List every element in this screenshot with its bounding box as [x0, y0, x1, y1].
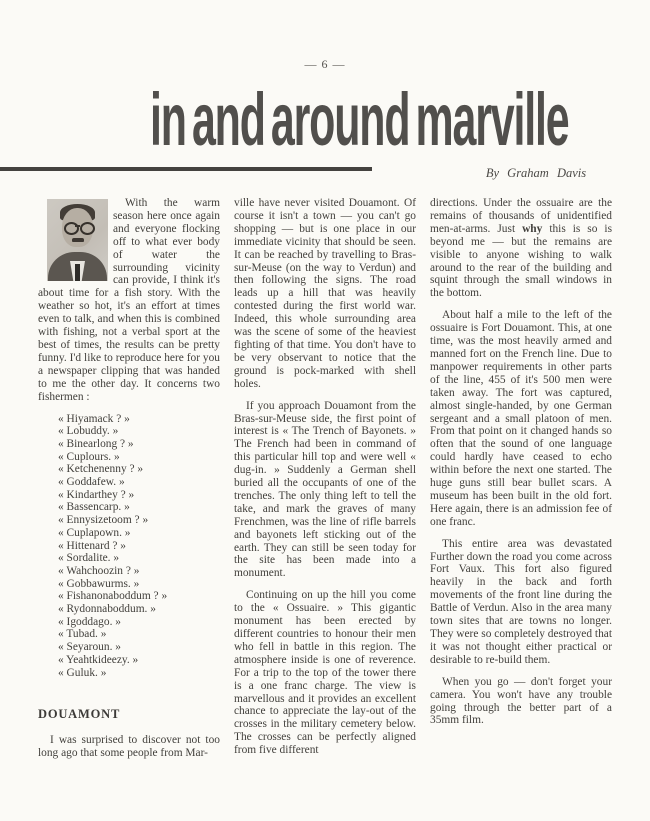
- author-photo: [47, 199, 108, 281]
- paragraph-text: directions. Under the ossuaire are the remains of thousands of unidentified men-at-arms. Just: [430, 197, 612, 235]
- photo-tie-shape: [75, 264, 80, 281]
- paragraph: [430, 197, 612, 300]
- paragraph: When you go — don't forget your camera. You won't have any trouble going through the better part of a 35mm film.: [430, 675, 612, 727]
- dialogue-line: « Hiyamack ? »: [58, 412, 130, 425]
- photo-glasses-icon: [64, 222, 79, 235]
- dialogue-line: « Fishanonaboddum ? »: [58, 590, 168, 603]
- paragraph: I was surprised to discover not too long ago that some people from Mar-: [38, 734, 220, 760]
- dialogue-line: « Tubad. »: [58, 628, 107, 641]
- paragraph: Continuing on up the hill you come to the « Ossuaire. » This gigantic monument has been erected by different countries to honour their men who fell in battle in this region. The atmosphere inside is one of reverence. For a trip to the top of the tower there is a one franc charge. The view is marvellous and it provides an excellent chance to appreciate the lay-out of the crosses in the military cemetery below. The crosses can be perfectly aligned from five different: [234, 589, 416, 757]
- dialogue-line: « Igoddago. »: [58, 615, 121, 628]
- article-title: in and around marville: [150, 78, 569, 161]
- column-left: [38, 197, 220, 769]
- paragraph: This entire area was devastated Further down the road you come across Fort Vaux. This fort also figured heavily in the back and forth movements of the front line during the Battle of Verdun. Also in the area many town sites that are towns no longer. They were so completely destroyed that it was not thought either practical or desirable to re-build them.: [430, 537, 612, 666]
- dialogue-line: « Guluk. »: [58, 666, 107, 679]
- dialogue-line: « Cuplours. »: [58, 450, 120, 463]
- dialogue-line: « Hittenard ? »: [58, 539, 127, 552]
- column-right: [430, 197, 612, 769]
- dialogue-line: « Lobuddy. »: [58, 425, 119, 438]
- photo-glasses-icon: [80, 222, 95, 235]
- emphasized-word: why: [522, 222, 543, 235]
- dialogue-line: « Rydonnaboddum. »: [58, 603, 156, 616]
- dialogue-line: « Sordalite. »: [58, 552, 120, 565]
- dialogue-line: « Gobbawurms. »: [58, 577, 140, 590]
- paragraph-text: this is so is beyond me — but the remains are visible to anyone wishing to walk around to the rear of the building and squint through the small windows in the bottom.: [430, 222, 613, 300]
- photo-glasses-bridge: [75, 225, 80, 227]
- dialogue-line: « Cuplapown. »: [58, 526, 131, 539]
- paragraph: If you approach Douamont from the Bras-sur-Meuse side, the first point of interest is « The Trench of Bayonets. » The French had been in command of this particular hill top and were well « dug-in. » Suddenly a German shell buried all the occupants of one of the trenches. The only thing left to tell the take, and mark the graves of many Frenchmen, was the line of rifle barrels and bayonets left sticking out of the earth. They can still be seen today for the site has been made into a monument.: [234, 399, 416, 580]
- title-rule-divider: [0, 167, 372, 171]
- dialogue-line: « Goddafew. »: [58, 476, 125, 489]
- dialogue-line: « Ketchenenny ? »: [58, 463, 144, 476]
- dialogue-line: « Bassencarp. »: [58, 501, 130, 514]
- byline: By Graham Davis: [485, 166, 587, 180]
- dialogue-line: « Seyaroun. »: [58, 641, 121, 654]
- intro-paragraph: [38, 197, 220, 404]
- dialogue-line: « Ennysizetoom ? »: [58, 514, 149, 527]
- fishermen-dialogue-list: [58, 413, 220, 680]
- column-middle: [234, 197, 416, 769]
- dialogue-line: « Wahchoozin ? »: [58, 564, 140, 577]
- article-columns: [38, 197, 612, 769]
- intro-text: With the warm season here once again and everyone flocking off to what ever body of water the surrounding vicinity can provide, I think it's about time for a fish story. With the weather so hot, it's an effort at times even to talk, and when this is combined with fishing, not a verbal sport at the best of times, the results can be pretty funny. I'd like to reproduce here for you a newspaper clipping that was handed to me the other day. It concerns two fishermen :: [38, 197, 220, 403]
- photo-mustache-shape: [72, 238, 84, 242]
- dialogue-line: « Kindarthey ? »: [58, 488, 135, 501]
- paragraph: About half a mile to the left of the ossuaire is Fort Douamont. This, at one time, was the most heavily armed and manned fort on the French line. Due to manpower requirements in other parts of the line, 455 of it's 500 men were taken away. The fort was captured, almost single-handed, by one German sergeant and a small platoon of men. From that point on it changed hands so often that the sound of one language could hardly have ceased to echo within before the next one started. The huge guns still bear bullet scars. A museum has been built in the old fort. Here again, there is an admission fee of one franc.: [430, 309, 612, 528]
- dialogue-line: « Binearlong ? »: [58, 437, 134, 450]
- paragraph: ville have never visited Douamont. Of course it isn't a town — you can't go shopping — but is one place in our immediate vicinity that should be seen. It can be reached by travelling to Bras-sur-Meuse (on the way to Verdun) and then following the signs. The road leads up a hill that was heavily contested during the first world war. Indeed, this whole surrounding area was the scene of some of the heaviest fighting of that time. You don't have to be very observant to notice that the ground is pock-marked with shell holes.: [234, 197, 416, 390]
- page-number: — 6 —: [304, 57, 346, 71]
- dialogue-line: « Yeahtkideezy. »: [58, 653, 139, 666]
- section-heading-douamont: DOUAMONT: [38, 707, 121, 722]
